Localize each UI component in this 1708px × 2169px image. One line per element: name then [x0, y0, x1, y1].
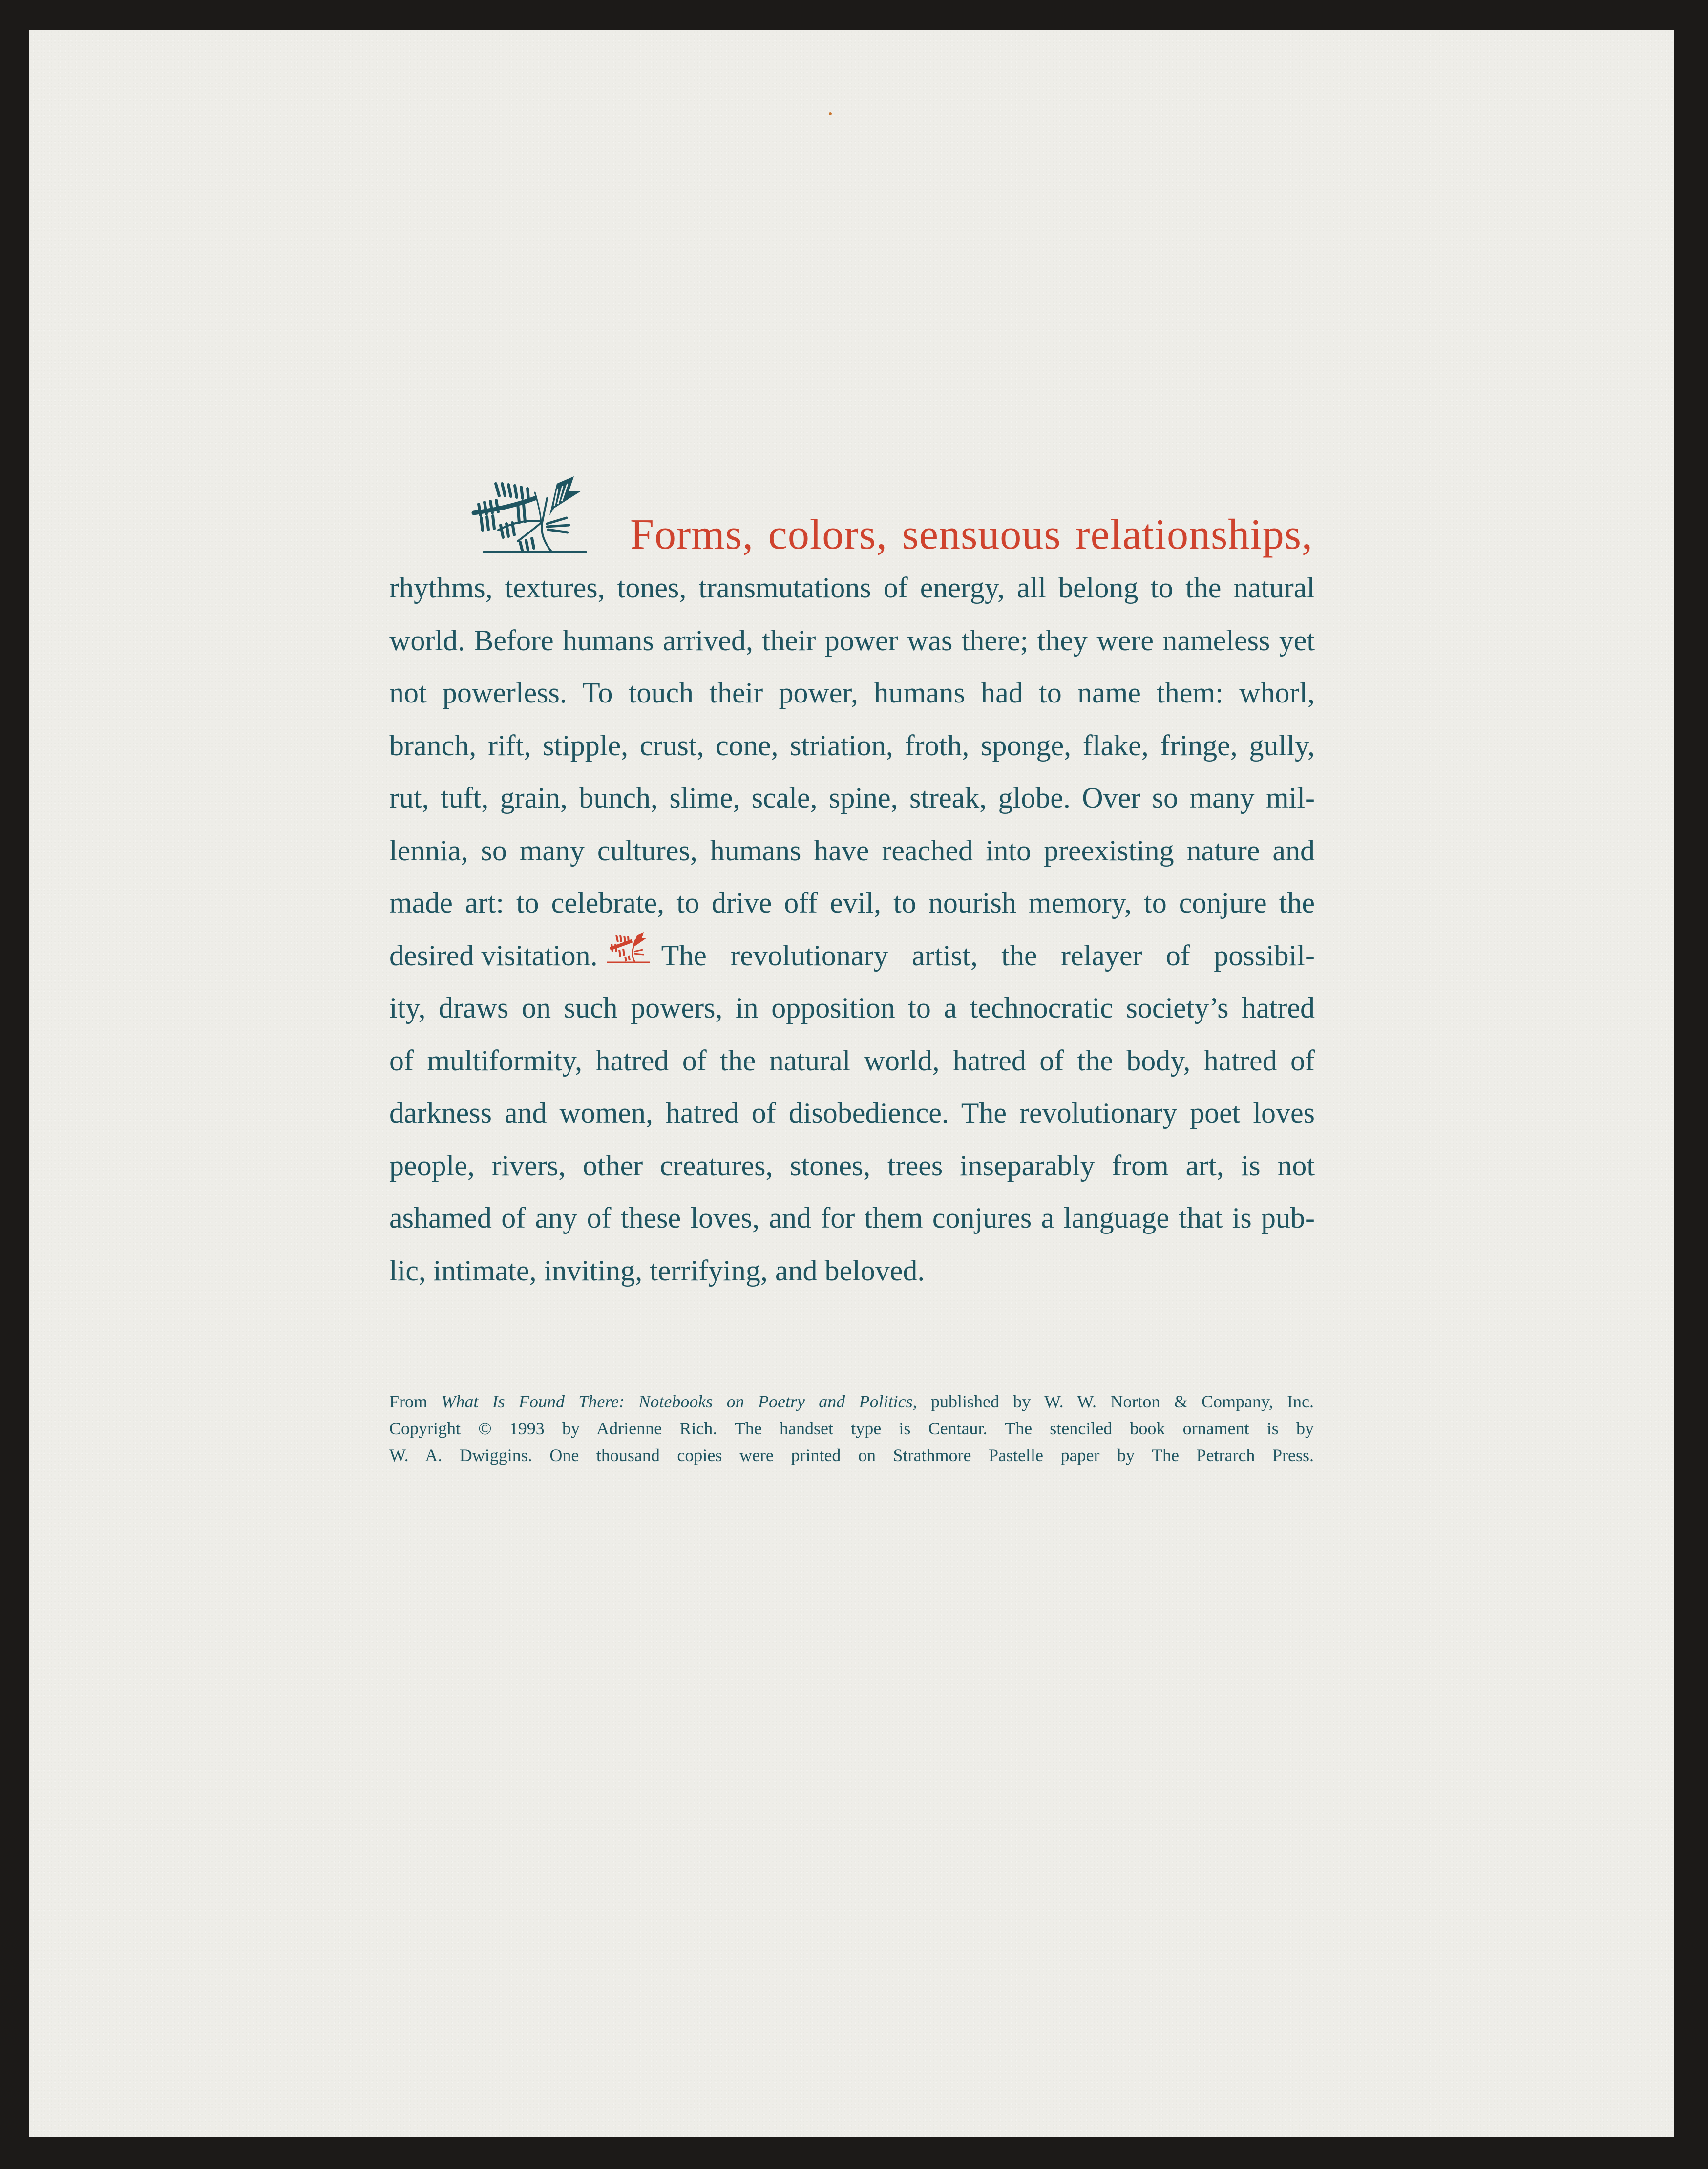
- branch-ornament-icon: [454, 469, 591, 557]
- body-line: of multiformity, hatred of the natural world, hatred of the body, hatred of: [389, 1044, 1315, 1077]
- body-line: people, rivers, other creatures, stones, trees inseparably from art, is not: [389, 1149, 1315, 1182]
- body-line: rut, tuft, grain, bunch, slime, scale, spine, streak, globe. Over so many mil-: [389, 782, 1315, 814]
- colophon: [389, 1388, 1314, 1469]
- body-line: ity, draws on such powers, in opposition to a technocratic society’s hatred: [389, 992, 1315, 1024]
- body-line: not powerless. To touch their power, humans had to name them: whorl,: [389, 677, 1315, 709]
- body-line: lennia, so many cultures, humans have reached into preexisting nature and: [389, 834, 1315, 867]
- colophon-line: [389, 1388, 1314, 1415]
- body-line: ashamed of any of these loves, and for them conjures a language that is pub-: [389, 1202, 1315, 1234]
- body-line: made art: to celebrate, to drive off evil, to nourish memory, to conjure the: [389, 887, 1315, 919]
- colophon-line: W. A. Dwiggins. One thousand copies were printed on Strathmore Pastelle paper by The Petrarch Press.: [389, 1446, 1314, 1465]
- body-line: darkness and women, hatred of disobedience. The revolutionary poet loves: [389, 1097, 1315, 1129]
- colophon-line: Copyright © 1993 by Adrienne Rich. The handset type is Centaur. The stenciled book ornament is by: [389, 1419, 1314, 1438]
- body-line-part: The revolutionary artist, the relayer of possibil-: [661, 939, 1315, 972]
- body-line-with-ornament: [389, 930, 1315, 982]
- ink-speck: [829, 112, 832, 115]
- red-branch-ornament-icon: [603, 930, 652, 965]
- colophon-text: published by W. W. Norton & Company, Inc.: [917, 1392, 1314, 1411]
- body-line: lic, intimate, inviting, terrifying, and beloved.: [389, 1254, 925, 1287]
- colophon-text: From: [389, 1392, 442, 1411]
- lead-heading: Forms, colors, sensuous relationships,: [630, 511, 1313, 558]
- body-line: world. Before humans arrived, their power was there; they were nameless yet: [389, 624, 1315, 657]
- body-line-part: desired visitation.: [389, 939, 598, 972]
- body-line: rhythms, textures, tones, transmutations of energy, all belong to the natural: [389, 572, 1315, 604]
- essay-body: [389, 562, 1315, 1297]
- book-title: What Is Found There: Notebooks on Poetry and Politics,: [441, 1392, 917, 1411]
- body-line: branch, rift, stipple, crust, cone, striation, froth, sponge, flake, fringe, gully,: [389, 729, 1315, 762]
